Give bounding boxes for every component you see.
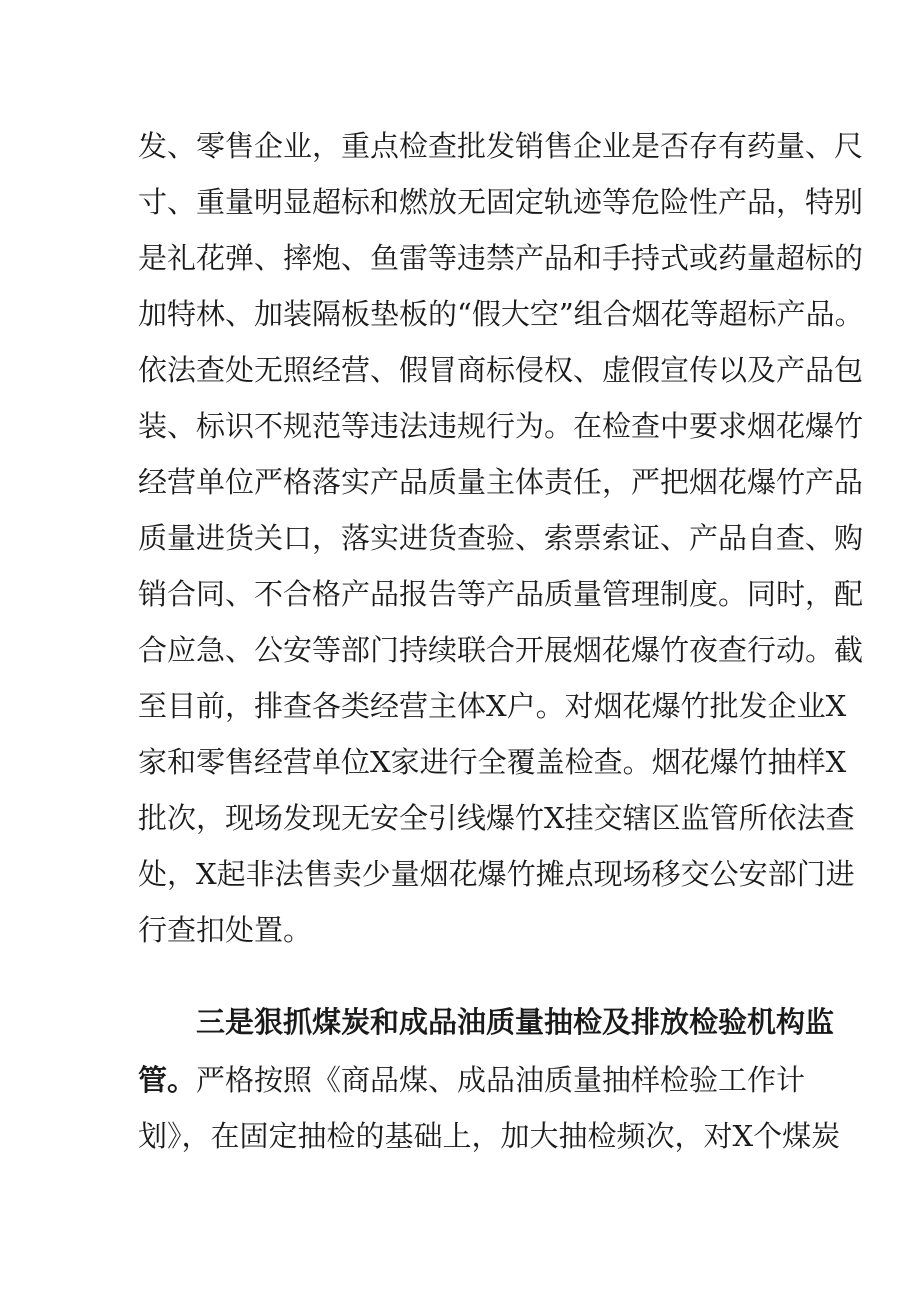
paragraph-line: 发、零售企业，重点检查批发销售企业是否存有药量、尺 <box>138 129 864 163</box>
paragraph-line: 是礼花弹、摔炮、鱼雷等违禁产品和手持式或药量超标的 <box>138 241 864 275</box>
paragraph-line: 寸、重量明显超标和燃放无固定轨迹等危险性产品，特别 <box>138 185 864 219</box>
paragraph-line: 划》，在固定抽检的基础上，加大抽检频次，对X个煤炭 <box>138 1119 841 1153</box>
paragraph-line: 销合同、不合格产品报告等产品质量管理制度。同时，配 <box>138 577 864 611</box>
paragraph-line: 至目前，排查各类经营主体X户。对烟花爆竹批发企业X <box>138 689 847 723</box>
paragraph-line <box>138 1060 806 1100</box>
paragraph-line: 行查扣处置。 <box>138 913 313 947</box>
paragraph-line: 经营单位严格落实产品质量主体责任，严把烟花爆竹产品 <box>138 465 864 499</box>
paragraph-line: 装、标识不规范等违法违规行为。在检查中要求烟花爆竹 <box>138 409 864 443</box>
paragraph-line: 家和零售经营单位X家进行全覆盖检查。烟花爆竹抽样X <box>138 745 847 779</box>
paragraph-line: 质量进货关口，落实进货查验、索票索证、产品自查、购 <box>138 521 864 555</box>
paragraph-line: 批次，现场发现无安全引线爆竹X挂交辖区监管所依法查 <box>138 801 855 835</box>
paragraph-line: 加特林、加装隔板垫板的“假大空”组合烟花等超标产品。 <box>138 297 864 331</box>
paragraph-line: 合应急、公安等部门持续联合开展烟花爆竹夜查行动。截 <box>138 633 864 667</box>
section-heading: 三是狠抓煤炭和成品油质量抽检及排放检验机构监 <box>196 1005 835 1039</box>
paragraph-text: 严格按照《商品煤、成品油质量抽样检验工作计 <box>196 1063 806 1097</box>
paragraph-line: 处，X起非法售卖少量烟花爆竹摊点现场移交公安部门进 <box>138 857 855 891</box>
paragraph-line: 依法查处无照经营、假冒商标侵权、虚假宣传以及产品包 <box>138 353 864 387</box>
section-heading-end: 管。 <box>138 1063 197 1097</box>
